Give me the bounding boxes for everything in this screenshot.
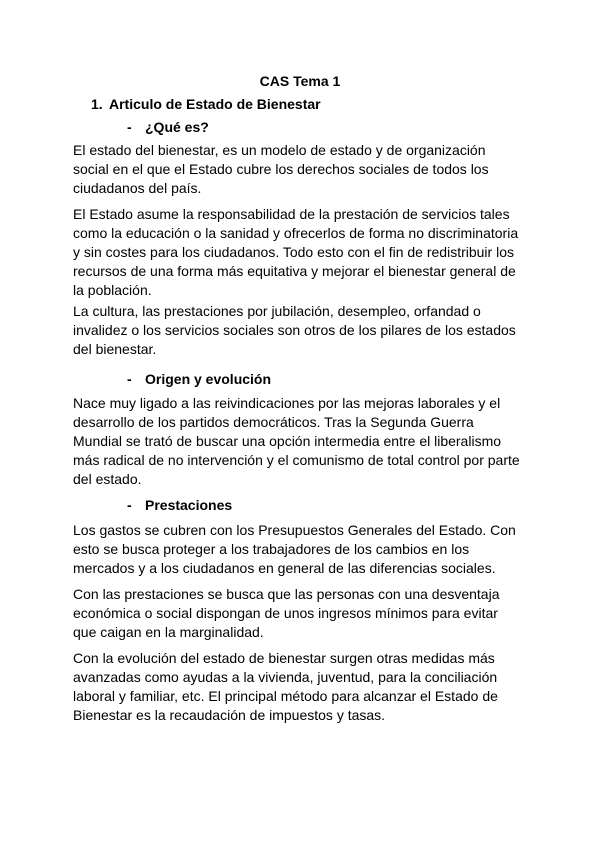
main-heading	[91, 95, 321, 113]
section-title: Origen y evolución	[145, 371, 272, 387]
paragraph: Los gastos se cubren con los Presupuestos Generales del Estado. Con esto se busca proteger a los trabajadores de los cambios en los mercados y a los ciudadanos en general de las diferencias sociales.	[73, 522, 516, 576]
document-title: CAS Tema 1	[259, 73, 341, 89]
section-heading-que-es	[127, 118, 209, 136]
bullet-dash: -	[127, 119, 132, 135]
bullet-dash: -	[127, 371, 132, 387]
paragraph: El estado del bienestar, es un modelo de estado y de organización social en el que el Estado cubre los derechos sociales de todos los ciudadanos del país.	[73, 142, 489, 196]
heading-number: 1.	[91, 96, 103, 112]
section-heading-prestaciones	[127, 496, 232, 514]
paragraph: Con la evolución del estado de bienestar surgen otras medidas más avanzadas como ayudas a la vivienda, juventud, para la conciliación laboral y familiar, etc. El principal método para alcanzar el Estado de Bienestar es la recaudación de impuestos y tasas.	[73, 650, 498, 723]
section-title: ¿Qué es?	[145, 119, 209, 135]
paragraph: La cultura, las prestaciones por jubilación, desempleo, orfandad o invalidez o los servicios sociales son otros de los pilares de los estados del bienestar.	[73, 303, 516, 357]
paragraph: Con las prestaciones se busca que las personas con una desventaja económica o social dispongan de unos ingresos mínimos para evitar que caigan en la marginalidad.	[73, 586, 500, 640]
paragraph: El Estado asume la responsabilidad de la prestación de servicios tales como la educación o la sanidad y ofrecerlos de forma no discriminatoria y sin costes para los ciudadanos. Todo esto con el fin de redistribuir los recursos de una forma más equitativa y mejorar el bienestar general de la población.	[73, 206, 519, 298]
section-title: Prestaciones	[145, 497, 233, 513]
heading-text: Articulo de Estado de Bienestar	[109, 96, 321, 112]
section-heading-origen	[127, 370, 271, 388]
paragraph: Nace muy ligado a las reivindicaciones por las mejoras laborales y el desarrollo de los partidos democráticos. Tras la Segunda Guerra Mundial se trató de buscar una opción intermedia entre el liberalismo más radical de no intervención y el comunismo de total control por parte del estado.	[73, 395, 520, 487]
bullet-dash: -	[127, 497, 132, 513]
